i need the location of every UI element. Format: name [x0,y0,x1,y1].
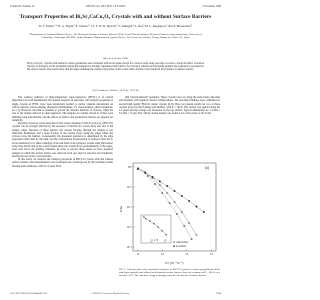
left-column [12,96,113,292]
y-axis-title: R/Rₙ [119,205,123,213]
data-point [203,211,205,213]
x-tick-label: 13 [185,252,189,256]
x-axis-title: 1/T (10⁻³ K⁻¹) [164,261,184,265]
data-point [137,168,139,170]
inset-y-label: R [143,215,146,219]
inset-x-tick-label: 12 [149,238,153,243]
series-1 [137,168,205,213]
inset-x-tick-label: 13 [163,238,167,243]
data-point [196,206,198,208]
figure-caption: FIG. 1. Arrhenius plot of the normalized resistance of BSCCO crystals in various perpendicular fields, with (open symbols) and without (solid symbols) surface barriers. Inset: the resistance at H = 200 Oe as a function of 1/T. The activation energy is strongly reduced in the absence of surface barriers. [119,268,220,277]
data-point [169,202,171,204]
data-point [154,183,156,185]
page-number: 3944 [216,292,221,295]
data-point [188,200,190,202]
inset-data-point [162,230,163,231]
body-paragraph: The resistive behavior of high-temperature superconductors (HTSC) is of central importance for both fundamental and applied research. In particular, the transport properties of single crystals of HTSC have been extensively studied to derive valuable information on critical currents, vortex pinning, dissipation mechanisms, I-V characteristics, phase transitions, etc. [1]. However, the bulk is assumed to govern the resistive behavior of vortices, while the role of the sample surfaces is often neglected. The samples are usually treated as if they were infinitely long and uniform, and the effects of surface and geometrical barriers are ignored for simplicity. [12,96,113,122]
data-point [144,172,146,174]
inset-data-point [149,220,150,221]
panel-label: (a) [205,166,209,170]
volume-info: Volume 81, Number 18 [10,5,35,8]
journal-name: PHYSICAL REVIEW LETTERS [86,5,126,8]
data-point [161,192,163,194]
x-tick-label: 11 [136,252,140,256]
data-point [176,213,178,215]
data-point [191,238,193,240]
running-header [10,5,221,10]
y-tick-label: 10⁻³ [126,225,132,229]
data-point [166,185,168,187]
data-point [183,225,185,227]
pacs-numbers: PACS numbers: 74.60.Ge, 74.25.Fy, 74.72.Hs [92,89,139,92]
body-paragraph: In this Letter we compare the transport properties of BSCCO crystals with and without surface barriers. The measurements were performed on crystals grown by the traveling solvent floating zone technique, with Tc of about 90 K. [12,158,113,168]
right-column-text [119,96,220,156]
inset-x-label: 1/T [153,238,159,242]
body-paragraph: thin “unconventional” geometry. These crystals were cut along the same lattice direction and mounted with identical contact configurations. The described findings were confirmed on several high quality BSCCO single crystals [6–8]. Here we present results for two of these crystals grown by the floating zone method, with Tc ≈ 90 K. The current was applied along the a-b plane and the voltage was measured on the top surface. Typical dimensions are 1.5 mm × 0.3 mm × 15 μm. The critical current density was found to be of the order of 10³ A/cm². [119,96,220,116]
y-tick-label: 10⁰ [127,165,132,169]
data-point [159,181,161,183]
data-point [152,176,154,178]
data-point [181,195,183,197]
inset-data-point [145,218,146,219]
affiliations: ¹Department of Condensed Matter Physics, The Weizmann Institute of Science, Rehovot 76100, Israel ²Interdisciplinary Research Centre in Superconductivity, University of Cambridge, Cambridge CB3 0HE, United Kingdom ³Department of Applied Physics, The University of Tokyo, Hongo, Bunkyo-ku, Tokyo 113, Japan [29,33,202,40]
y-tick-label: 10⁻² [126,205,132,209]
inset-data-point [153,223,154,224]
x-tick-label: 14 [209,252,213,256]
y-tick-label: 10⁻⁴ [126,245,132,249]
footer-code: 0031-9007/98/81(18)/3944(4)$15.00 [10,292,47,295]
figure-1 [119,159,220,267]
legend-marker-open [173,241,175,243]
data-point [174,190,176,192]
y-tick-label: 10⁻¹ [126,185,132,189]
paper-title: Transport Properties of Bi₂Sr₂CaCu₂O₈ Crystals with and without Surface Barriers [19,14,212,20]
legend-entry-no-barrier: no barrier [176,245,187,248]
inset-data-point [157,226,158,227]
legend-marker-filled [173,245,175,247]
issue-date: 2 November 1998 [202,5,221,8]
page-footer [10,292,221,297]
received-date: (Received 18 June 1998) [103,57,128,60]
abstract: Bi₂Sr₂CaCu₂O₈ crystals with identical contact geometries were irradiated with an ion beam except for a narrow strip along one edge, in order to study the effect of surface barriers on transport. In the irradiated regions the resistance is strongly suppressed and found to be activated, whereas in the pristine samples the resistance is governed by the surface barrier. The results show that the edges dominate the transport properties of the vortex lattice and the vortex liquid in the presence of surface barriers. [27,62,204,72]
data-point [147,175,149,177]
footer-copyright: © 1998 The American Physical Society [90,292,130,295]
x-tick-label: 12 [160,252,164,256]
body-paragraph: Recently, however, it has been shown that vortex dynamics in Bi₂Sr₂CaCu₂O₈ (BSCCO) crystals can be strongly affected by the presence of barriers for vortex entry and exit at the sample edges. Because of these barriers the current flowing through the sample is not uniformly distributed, and a large fraction of the current flows along the edges where the vortices cross the barriers. Consequently the measured resistance is determined by the edge properties rather than by the bulk, and the conventional interpretation of transport data has to be reconsidered [2-5]. Direct imaging of the self-field of the transport current using Hall sensor arrays has shown that in the vortex liquid phase the current flows predominantly at the edges, even well above the melting transition. In order to resolve these issues we have prepared samples in which the surface barrier was removed from one edge by selective ion irradiation, leaving the rest of the crystal pristine. [12,122,113,158]
figure-1-plot [119,159,220,267]
legend-entry-with-barrier: with barrier [176,241,189,244]
inset-data-point [166,234,167,235]
author-list: D. T. Fuchs,¹·* R. A. Doyle,² E. Zeldov,¹·† S. F. W. R. Rycroft,² T. Tamegai,³ S. Ooi,³ M. L. Rappaport,¹ and Y. Myasoedov¹ [38,24,193,28]
